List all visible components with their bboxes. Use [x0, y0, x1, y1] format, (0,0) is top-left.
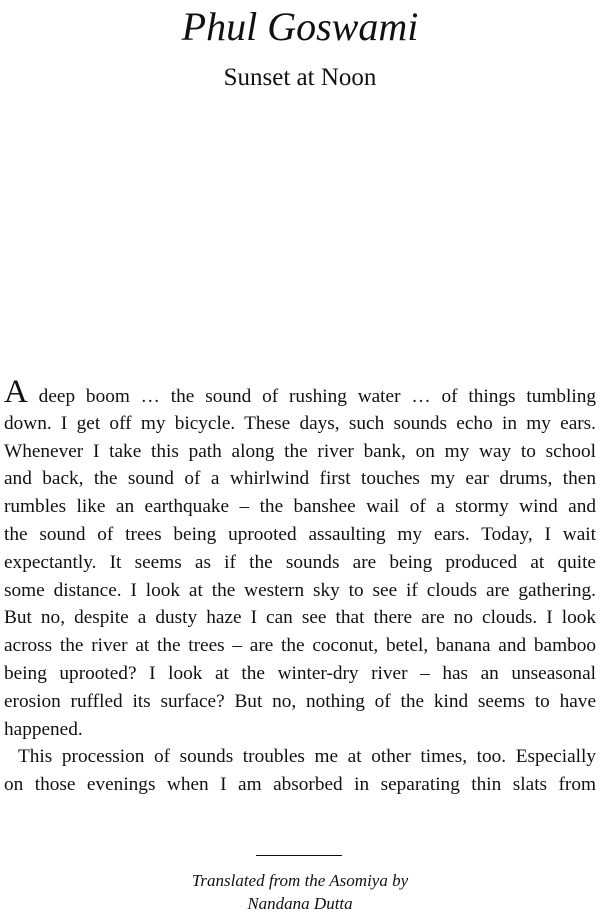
text-line: being uprooted? I look at the winter-dry river – has an unseasonal: [4, 662, 596, 684]
text-line: [4, 374, 596, 410]
paragraph-1: [4, 374, 596, 743]
text-line-content: deep boom … the sound of rushing water … of things tumbling: [27, 386, 596, 407]
paragraph-2: [4, 743, 596, 799]
text-line: erosion ruffled its surface? But no, nothing of the kind seems to have: [4, 690, 596, 712]
text-line: on those evenings when I am absorbed in separating thin slats from: [4, 774, 596, 796]
text-line: rumbles like an earthquake – the banshee wail of a stormy wind and: [4, 496, 596, 518]
text-line: some distance. I look at the western sky to see if clouds are gathering.: [4, 579, 596, 601]
story-body: [4, 374, 596, 799]
text-line: Whenever I take this path along the river bank, on my way to school: [4, 440, 596, 462]
drop-cap: A: [4, 374, 28, 410]
text-line: and back, the sound of a whirlwind first touches my ear drums, then: [4, 468, 596, 490]
translator-name: Nandana Dutta: [247, 894, 353, 913]
text-line: the sound of trees being uprooted assaulting my ears. Today, I wait: [4, 523, 596, 545]
footnote-divider: [256, 855, 342, 856]
translation-credit: Translated from the Asomiya by: [191, 871, 409, 890]
text-line: across the river at the trees – are the coconut, betel, banana and bamboo: [4, 635, 596, 657]
text-line: expectantly. It seems as if the sounds are being produced at quite: [4, 551, 596, 573]
author-name: Phul Goswami: [181, 4, 419, 49]
text-line: But no, despite a dusty haze I can see that there are no clouds. I look: [4, 607, 596, 629]
text-line: This procession of sounds troubles me at other times, too. Especially: [18, 746, 596, 768]
text-line: down. I get off my bicycle. These days, such sounds echo in my ears.: [4, 412, 596, 434]
story-title: Sunset at Noon: [223, 64, 377, 91]
text-line: happened.: [4, 718, 83, 740]
